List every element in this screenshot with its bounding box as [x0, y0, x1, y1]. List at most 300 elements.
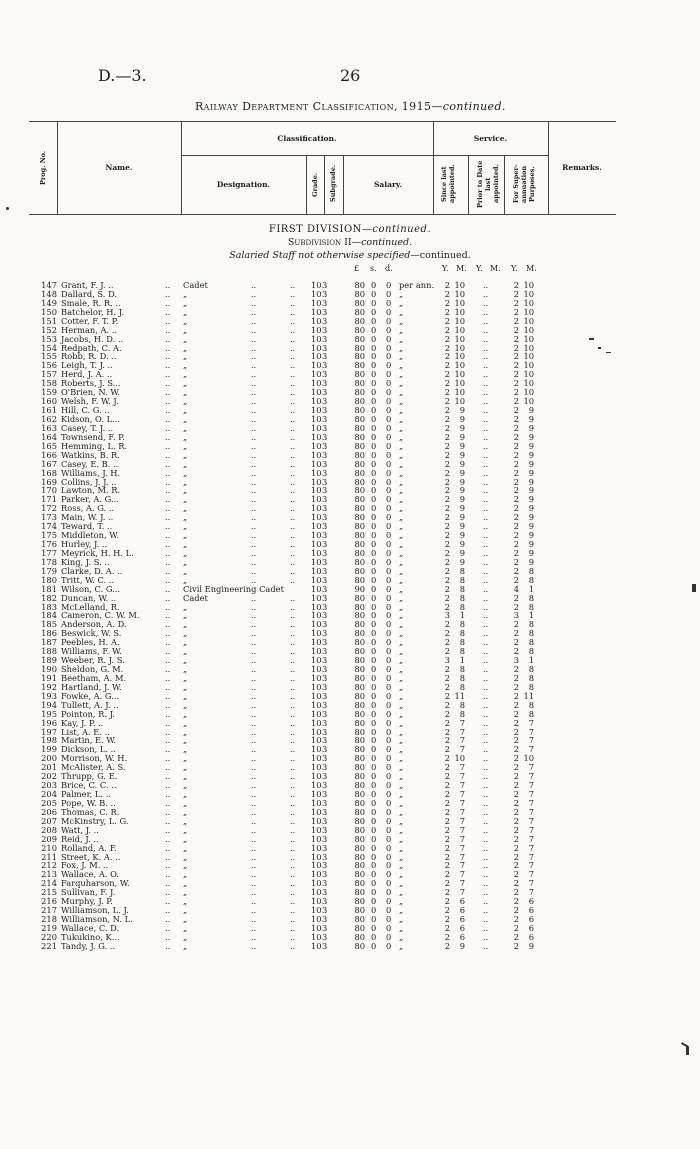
- since-months: 7: [459, 887, 465, 898]
- designation: „: [183, 931, 188, 942]
- designation: „: [183, 458, 188, 469]
- subgrade: 3: [322, 476, 328, 487]
- super-years: 2: [513, 780, 519, 791]
- salary-pounds: 80: [354, 601, 365, 612]
- salary-period: „: [399, 583, 404, 594]
- since-months: 8: [459, 681, 465, 692]
- prior-service: ..: [483, 789, 489, 799]
- leader-dots: ..: [165, 735, 171, 746]
- leader-dots: ..: [251, 297, 257, 308]
- subgrade: 3: [322, 637, 328, 648]
- salary-pounds: 80: [354, 485, 365, 496]
- salary-period: „: [399, 824, 404, 835]
- employee-name: Collins, J. J. ..: [61, 476, 117, 487]
- subdivision-heading: [0, 237, 700, 248]
- salary-shillings: 0: [371, 503, 377, 514]
- employee-name: Anderson, A. D.: [61, 619, 127, 630]
- grade: 10: [311, 789, 322, 799]
- col-rule-designation: [306, 155, 307, 214]
- since-months: 8: [459, 574, 465, 585]
- super-months: 8: [528, 619, 534, 630]
- leader-dots: ..: [251, 860, 257, 871]
- prog-number: 172: [41, 503, 57, 514]
- unit-years-super: Y.: [511, 264, 518, 273]
- prog-number: 166: [41, 449, 57, 460]
- salary-period: „: [399, 485, 404, 496]
- salary-period: „: [399, 539, 404, 549]
- leader-dots: ..: [165, 351, 171, 362]
- leader-dots: ..: [165, 833, 171, 844]
- subgrade: 3: [322, 771, 328, 782]
- prior-service: ..: [483, 521, 489, 532]
- prog-number: 147: [41, 280, 57, 290]
- leader-dots: ..: [290, 699, 296, 710]
- salary-shillings: 0: [371, 592, 377, 603]
- salary-period: „: [399, 905, 404, 916]
- super-months: 7: [528, 735, 534, 746]
- super-months: 9: [528, 503, 534, 514]
- page-title: [195, 100, 506, 113]
- salary-period: „: [399, 780, 404, 791]
- salary-pence: 0: [386, 583, 392, 594]
- designation: „: [183, 905, 188, 916]
- leader-dots: ..: [251, 699, 257, 710]
- leader-dots: ..: [165, 378, 171, 389]
- leader-dots: ..: [251, 637, 257, 648]
- employee-name: Watt, J. ..: [61, 824, 99, 835]
- salary-shillings: 0: [371, 583, 377, 594]
- super-months: 10: [523, 324, 534, 335]
- designation: „: [183, 413, 188, 424]
- classification-rule: [181, 155, 433, 156]
- salary-shillings: 0: [371, 360, 377, 371]
- subgrade: 3: [322, 405, 328, 415]
- subgrade: 3: [322, 789, 328, 799]
- leader-dots: ..: [290, 306, 296, 317]
- leader-dots: ..: [251, 672, 257, 683]
- prog-number: 171: [41, 494, 57, 505]
- since-months: 10: [454, 753, 465, 764]
- leader-dots: ..: [251, 530, 257, 540]
- salary-pounds: 80: [354, 378, 365, 389]
- since-years: 2: [444, 797, 450, 808]
- grade: 10: [311, 503, 322, 514]
- grade: 10: [311, 887, 322, 898]
- super-months: 9: [528, 494, 534, 505]
- salary-shillings: 0: [371, 396, 377, 407]
- designation: Cadet: [183, 280, 208, 290]
- since-years: 2: [444, 806, 450, 817]
- salary-pounds: 80: [354, 789, 365, 799]
- grade: 10: [311, 672, 322, 683]
- subgrade: 3: [322, 413, 328, 424]
- subgrade: 3: [322, 806, 328, 817]
- grade: 10: [311, 815, 322, 826]
- prior-service: ..: [483, 672, 489, 683]
- salary-period: „: [399, 699, 404, 710]
- salary-pounds: 80: [354, 655, 365, 666]
- since-years: 2: [444, 512, 450, 523]
- leader-dots: ..: [165, 655, 171, 666]
- since-months: 6: [459, 896, 465, 907]
- employee-name: Beetham, A. M.: [61, 672, 127, 683]
- since-months: 10: [454, 324, 465, 335]
- leader-dots: ..: [165, 637, 171, 648]
- salary-shillings: 0: [371, 351, 377, 362]
- table-row: [0, 942, 700, 951]
- employee-name: Fowke, A. G...: [61, 690, 120, 701]
- leader-dots: ..: [165, 601, 171, 612]
- salary-shillings: 0: [371, 940, 377, 951]
- prior-service: ..: [483, 396, 489, 407]
- super-months: 6: [528, 905, 534, 916]
- leader-dots: ..: [290, 494, 296, 505]
- leader-dots: ..: [290, 851, 296, 862]
- leader-dots: ..: [165, 449, 171, 460]
- salary-shillings: 0: [371, 413, 377, 424]
- salary-shillings: 0: [371, 324, 377, 335]
- leader-dots: ..: [251, 762, 257, 773]
- salary-period: „: [399, 869, 404, 880]
- leader-dots: ..: [165, 789, 171, 799]
- salary-pence: 0: [386, 396, 392, 407]
- salary-shillings: 0: [371, 539, 377, 549]
- subgrade: 3: [322, 610, 328, 621]
- leader-dots: ..: [290, 708, 296, 719]
- salary-period: „: [399, 931, 404, 942]
- salary-pence: 0: [386, 646, 392, 657]
- leader-dots: ..: [165, 780, 171, 791]
- salary-pounds: 80: [354, 860, 365, 871]
- designation: „: [183, 360, 188, 371]
- salary-shillings: 0: [371, 681, 377, 692]
- leader-dots: ..: [251, 592, 257, 603]
- grade: 10: [311, 405, 322, 415]
- leader-dots: ..: [251, 485, 257, 496]
- leader-dots: ..: [165, 583, 171, 594]
- header-designation: Designation.: [216, 180, 271, 189]
- salary-period: „: [399, 315, 404, 326]
- super-months: 10: [523, 378, 534, 389]
- leader-dots: ..: [290, 762, 296, 773]
- super-months: 10: [523, 333, 534, 344]
- prior-service: ..: [483, 449, 489, 460]
- since-years: 2: [444, 690, 450, 701]
- subgrade: 3: [322, 378, 328, 389]
- grade: 10: [311, 378, 322, 389]
- prog-number: 149: [41, 297, 57, 308]
- grade: 10: [311, 619, 322, 630]
- leader-dots: ..: [251, 610, 257, 621]
- leader-dots: ..: [251, 708, 257, 719]
- salary-pence: 0: [386, 842, 392, 853]
- salary-period: „: [399, 762, 404, 773]
- super-years: 2: [513, 280, 519, 290]
- super-months: 9: [528, 431, 534, 442]
- salary-pence: 0: [386, 324, 392, 335]
- leader-dots: ..: [251, 753, 257, 764]
- col-rule-prior: [504, 155, 505, 214]
- prior-service: ..: [483, 413, 489, 424]
- employee-name: Wallace, C. D.: [61, 923, 120, 933]
- super-months: 7: [528, 860, 534, 871]
- designation: „: [183, 565, 188, 576]
- salary-pounds: 80: [354, 503, 365, 514]
- leader-dots: ..: [290, 619, 296, 630]
- salary-pounds: 80: [354, 610, 365, 621]
- super-months: 8: [528, 637, 534, 648]
- salary-pence: 0: [386, 637, 392, 648]
- prior-service: ..: [483, 422, 489, 433]
- leader-dots: ..: [165, 690, 171, 701]
- employee-name: Morrison, W. H.: [61, 753, 128, 764]
- super-months: 7: [528, 717, 534, 728]
- designation: „: [183, 753, 188, 764]
- super-years: 2: [513, 297, 519, 308]
- subgrade: 3: [322, 628, 328, 639]
- super-years: 2: [513, 476, 519, 487]
- leader-dots: ..: [251, 422, 257, 433]
- leader-dots: ..: [290, 923, 296, 933]
- since-years: 2: [444, 539, 450, 549]
- employee-name: O'Brien, N. W.: [61, 387, 121, 398]
- employee-name: Williams, F. W.: [61, 646, 122, 657]
- col-rule-grade: [324, 155, 325, 214]
- salary-pence: 0: [386, 467, 392, 478]
- prog-number: 208: [41, 824, 57, 835]
- leader-dots: ..: [290, 449, 296, 460]
- designation: „: [183, 405, 188, 415]
- designation: „: [183, 476, 188, 487]
- since-years: 2: [444, 833, 450, 844]
- employee-name: Dickson, L. ..: [61, 744, 116, 755]
- designation: „: [183, 690, 188, 701]
- unit-months-prior: M.: [490, 264, 501, 273]
- salary-pounds: 80: [354, 771, 365, 782]
- salary-pence: 0: [386, 485, 392, 496]
- super-years: 2: [513, 556, 519, 567]
- salary-shillings: 0: [371, 860, 377, 871]
- designation: „: [183, 655, 188, 666]
- leader-dots: ..: [290, 637, 296, 648]
- salary-shillings: 0: [371, 431, 377, 442]
- salary-shillings: 0: [371, 851, 377, 862]
- employee-name: Robb, R. D. ..: [61, 351, 117, 362]
- salary-pounds: 80: [354, 887, 365, 898]
- prog-number: 214: [41, 878, 57, 889]
- prior-service: ..: [483, 735, 489, 746]
- grade: 10: [311, 780, 322, 791]
- employee-name: Hartland, J. W.: [61, 681, 122, 692]
- leader-dots: ..: [290, 440, 296, 451]
- prior-service: ..: [483, 753, 489, 764]
- prior-service: ..: [483, 556, 489, 567]
- leader-dots: ..: [165, 842, 171, 853]
- super-months: 10: [523, 280, 534, 290]
- subgrade: 3: [322, 342, 328, 353]
- since-years: 2: [444, 940, 450, 951]
- salary-pence: 0: [386, 905, 392, 916]
- salary-shillings: 0: [371, 664, 377, 674]
- super-years: 3: [513, 655, 519, 666]
- employee-name: Welsh, F. W. J.: [61, 396, 119, 407]
- designation: „: [183, 494, 188, 505]
- since-months: 10: [454, 333, 465, 344]
- leader-dots: ..: [165, 556, 171, 567]
- prog-number: 183: [41, 601, 57, 612]
- designation: „: [183, 878, 188, 889]
- since-months: 9: [459, 503, 465, 514]
- prior-service: ..: [483, 762, 489, 773]
- subgrade: 3: [322, 664, 328, 674]
- super-months: 10: [523, 369, 534, 380]
- leader-dots: ..: [165, 851, 171, 862]
- subgrade: 3: [322, 860, 328, 871]
- table-row: [0, 817, 700, 826]
- super-months: 8: [528, 565, 534, 576]
- prog-number: 157: [41, 369, 57, 380]
- prior-service: ..: [483, 547, 489, 558]
- leader-dots: ..: [290, 324, 296, 335]
- salary-period: „: [399, 646, 404, 657]
- prior-service: ..: [483, 771, 489, 782]
- title-continued: —continued.: [431, 100, 506, 113]
- employee-name: Jacobs, H. D. ..: [61, 333, 124, 344]
- super-years: 2: [513, 592, 519, 603]
- employee-name: Tukukino, K...: [61, 931, 120, 942]
- leader-dots: ..: [165, 360, 171, 371]
- salary-period: „: [399, 512, 404, 523]
- since-years: 3: [444, 610, 450, 621]
- since-years: 2: [444, 842, 450, 853]
- super-months: 9: [528, 539, 534, 549]
- leader-dots: ..: [165, 476, 171, 487]
- since-months: 9: [459, 539, 465, 549]
- grade: 10: [311, 726, 322, 737]
- salary-pence: 0: [386, 387, 392, 398]
- since-years: 2: [444, 351, 450, 362]
- prior-service: ..: [483, 824, 489, 835]
- since-months: 8: [459, 592, 465, 603]
- margin-speck: [692, 584, 696, 592]
- salary-pounds: 80: [354, 914, 365, 924]
- leader-dots: ..: [165, 610, 171, 621]
- super-months: 9: [528, 521, 534, 532]
- subgrade: 3: [322, 512, 328, 523]
- salary-shillings: 0: [371, 387, 377, 398]
- header-prior-to-date: Prior to Date last appointed.: [476, 160, 500, 208]
- since-years: 2: [444, 717, 450, 728]
- salary-pence: 0: [386, 530, 392, 540]
- since-years: 2: [444, 288, 450, 299]
- super-months: 7: [528, 824, 534, 835]
- super-years: 2: [513, 351, 519, 362]
- super-years: 2: [513, 824, 519, 835]
- subgrade: 3: [322, 431, 328, 442]
- prog-number: 169: [41, 476, 57, 487]
- prog-number: 186: [41, 628, 57, 639]
- prior-service: ..: [483, 369, 489, 380]
- salary-pounds: 80: [354, 905, 365, 916]
- salary-shillings: 0: [371, 923, 377, 933]
- leader-dots: ..: [165, 521, 171, 532]
- leader-dots: ..: [165, 940, 171, 951]
- subgrade: 3: [322, 485, 328, 496]
- subgrade: 3: [322, 467, 328, 478]
- designation: „: [183, 467, 188, 478]
- salary-pence: 0: [386, 547, 392, 558]
- since-months: 1: [459, 655, 465, 666]
- prog-number: 151: [41, 315, 57, 326]
- salary-shillings: 0: [371, 610, 377, 621]
- employee-name: Casey, T. J. ..: [61, 422, 114, 433]
- employee-name: Cotter, F. T. P.: [61, 315, 119, 326]
- super-months: 7: [528, 762, 534, 773]
- employee-name: Grant, F. J. ..: [61, 280, 114, 290]
- since-months: 9: [459, 940, 465, 951]
- unit-months-since: M.: [456, 264, 467, 273]
- super-years: 2: [513, 360, 519, 371]
- since-months: 7: [459, 797, 465, 808]
- super-years: 2: [513, 735, 519, 746]
- subgrade: 3: [322, 690, 328, 701]
- super-months: 7: [528, 806, 534, 817]
- prior-service: ..: [483, 431, 489, 442]
- since-years: 2: [444, 503, 450, 514]
- grade: 10: [311, 646, 322, 657]
- prog-number: 162: [41, 413, 57, 424]
- header-remarks: Remarks.: [562, 163, 602, 172]
- grade: 10: [311, 610, 322, 621]
- salary-pence: 0: [386, 672, 392, 683]
- leader-dots: ..: [290, 360, 296, 371]
- salary-pounds: 80: [354, 396, 365, 407]
- salary-pence: 0: [386, 333, 392, 344]
- employee-name: Roberts, J. S...: [61, 378, 121, 389]
- salary-shillings: 0: [371, 405, 377, 415]
- salary-shillings: 0: [371, 806, 377, 817]
- salary-pence: 0: [386, 297, 392, 308]
- subgrade: 3: [322, 914, 328, 924]
- super-months: 9: [528, 467, 534, 478]
- designation: „: [183, 699, 188, 710]
- subgrade: 3: [322, 503, 328, 514]
- prior-service: ..: [483, 780, 489, 791]
- prog-number: 212: [41, 860, 57, 871]
- leader-dots: ..: [290, 726, 296, 737]
- since-months: 8: [459, 646, 465, 657]
- salary-pounds: 80: [354, 637, 365, 648]
- leader-dots: ..: [251, 565, 257, 576]
- prior-service: ..: [483, 744, 489, 755]
- since-months: 9: [459, 405, 465, 415]
- subgrade: 3: [322, 681, 328, 692]
- designation: „: [183, 726, 188, 737]
- leader-dots: ..: [290, 396, 296, 407]
- prog-number: 181: [41, 583, 57, 594]
- since-months: 6: [459, 923, 465, 933]
- since-months: 9: [459, 530, 465, 540]
- designation: „: [183, 923, 188, 933]
- leader-dots: ..: [251, 378, 257, 389]
- leader-dots: ..: [290, 601, 296, 612]
- prog-number: 220: [41, 931, 57, 942]
- header-top-rule: [29, 121, 616, 122]
- since-years: 2: [444, 887, 450, 898]
- super-years: 2: [513, 396, 519, 407]
- designation: „: [183, 780, 188, 791]
- prior-service: ..: [483, 583, 489, 594]
